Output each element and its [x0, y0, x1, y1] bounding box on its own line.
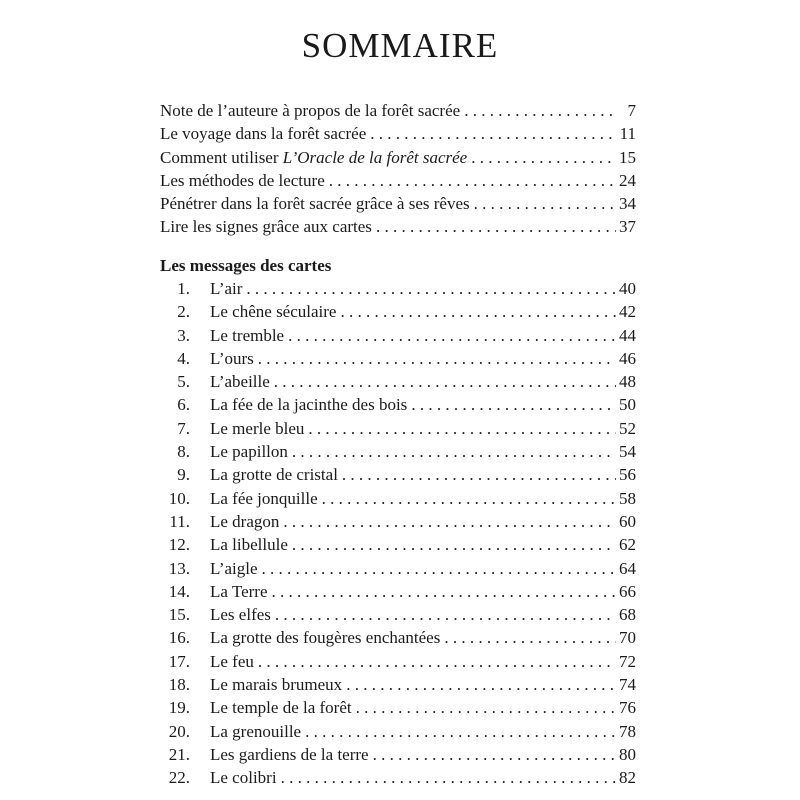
toc-card-entry[interactable] — [160, 766, 636, 789]
leader-dots — [254, 650, 616, 673]
leader-dots — [258, 557, 616, 580]
leader-dots — [369, 743, 616, 766]
toc-entry-label-italic: L’Oracle de la forêt sacrée — [282, 147, 468, 167]
toc-entry-label: L’air — [210, 279, 243, 298]
leader-dots — [242, 277, 616, 300]
toc-card-entry[interactable] — [160, 463, 636, 486]
toc-entry-number: 2. — [177, 302, 190, 322]
toc-entry-number: 1. — [177, 279, 190, 298]
toc-entry-number: 16. — [168, 628, 190, 648]
toc-card-entry[interactable] — [160, 393, 636, 416]
toc-entry-number: 5. — [177, 372, 190, 392]
toc-entry-page: 80 — [619, 744, 636, 764]
leader-dots — [372, 215, 616, 238]
toc-entry-number: 3. — [177, 325, 190, 345]
toc-entry-label: Le merle bleu — [210, 418, 305, 438]
toc-entry-page: 54 — [619, 442, 636, 462]
toc-entry[interactable] — [160, 169, 636, 192]
toc-entry-page: 52 — [619, 418, 636, 438]
toc-entry-label: Le voyage dans la forêt sacrée — [160, 124, 367, 144]
leader-dots — [267, 580, 616, 603]
toc-entry-label: Le colibri — [210, 768, 277, 788]
toc-entry-page: 60 — [619, 511, 636, 531]
leader-dots — [338, 463, 616, 486]
toc-entry[interactable] — [160, 215, 636, 238]
toc-entry-number: 4. — [177, 348, 190, 368]
toc-entry-label: Le chêne séculaire — [210, 302, 337, 322]
toc-entry-number: 18. — [168, 675, 190, 695]
toc-card-entry[interactable] — [160, 440, 636, 463]
toc-entry-number: 19. — [168, 698, 190, 718]
leader-dots — [279, 510, 616, 533]
toc-entry-label — [160, 146, 467, 169]
leader-dots — [254, 347, 616, 370]
toc-card-entry[interactable] — [160, 487, 636, 510]
toc-entry-page: 42 — [619, 302, 636, 322]
toc-entry[interactable] — [160, 192, 636, 215]
toc-card-entry[interactable] — [160, 347, 636, 370]
toc-entry-label: Le marais brumeux — [210, 675, 343, 695]
leader-dots — [270, 370, 616, 393]
toc-intro-list — [160, 99, 636, 239]
leader-dots — [301, 720, 616, 743]
toc-entry-page: 7 — [627, 101, 636, 120]
toc-card-entry[interactable] — [160, 720, 636, 743]
toc-entry-page: 44 — [619, 325, 636, 345]
leader-dots — [271, 603, 616, 626]
toc-entry-page: 76 — [619, 698, 636, 718]
toc-entry-number: 6. — [177, 395, 190, 415]
leader-dots — [325, 169, 616, 192]
toc-cards-list — [160, 277, 636, 790]
toc-entry-page: 46 — [619, 348, 636, 368]
toc-entry-number: 14. — [168, 581, 190, 601]
toc-card-entry[interactable] — [160, 650, 636, 673]
toc-entry-page: 11 — [619, 124, 636, 144]
leader-dots — [407, 393, 616, 416]
toc-entry-page: 78 — [619, 721, 636, 741]
leader-dots — [467, 146, 616, 169]
leader-dots — [470, 192, 616, 215]
toc-entry-label: Le temple de la forêt — [210, 698, 352, 718]
toc-entry-page: 15 — [619, 147, 636, 167]
toc-card-entry[interactable] — [160, 417, 636, 440]
toc-entry-number: 9. — [177, 465, 190, 485]
leader-dots — [304, 417, 616, 440]
leader-dots — [288, 533, 616, 556]
toc-entry-number: 15. — [168, 605, 190, 625]
toc-entry-label: La grotte de cristal — [210, 465, 338, 485]
toc-entry-label: Les elfes — [210, 605, 271, 625]
toc-entry-number: 8. — [177, 442, 190, 462]
leader-dots — [342, 673, 616, 696]
toc-entry[interactable] — [160, 122, 636, 145]
toc-entry-label: Le papillon — [210, 442, 288, 462]
leader-dots — [277, 766, 616, 789]
toc-entry-number: 13. — [168, 558, 190, 578]
toc-entry-label: Le tremble — [210, 325, 285, 345]
toc-entry-label: La grotte des fougères enchantées — [210, 628, 441, 648]
toc-entry-label: La fée de la jacinthe des bois — [210, 395, 408, 415]
toc-entry-page: 37 — [619, 217, 636, 237]
toc-entry-label: Le feu — [210, 651, 254, 671]
toc-entry-label: La grenouille — [210, 721, 302, 741]
toc-entry[interactable] — [160, 99, 636, 122]
toc-entry-number: 20. — [168, 721, 190, 741]
toc-entry-label: La Terre — [210, 581, 268, 601]
leader-dots — [336, 300, 616, 323]
toc-entry-number: 11. — [169, 511, 190, 531]
toc-entry-page: 24 — [619, 170, 636, 190]
toc-entry-label: Pénétrer dans la forêt sacrée grâce à ses rêves — [160, 194, 470, 214]
toc-entry-label: Le dragon — [210, 511, 280, 531]
section-heading: Les messages des cartes — [160, 256, 332, 275]
leader-dots — [440, 626, 616, 649]
toc-entry-label: L’ours — [210, 348, 254, 368]
toc-entry-number: 21. — [168, 744, 190, 764]
toc-entry-page: 34 — [619, 194, 636, 214]
toc-entry-page: 62 — [619, 535, 636, 555]
toc-card-entry[interactable] — [160, 300, 636, 323]
toc-card-entry[interactable] — [160, 533, 636, 556]
toc-entry-label: Les méthodes de lecture — [160, 170, 325, 190]
toc-entry-label: Note de l’auteure à propos de la forêt sacrée — [160, 101, 461, 120]
toc-entry-page: 82 — [619, 768, 636, 788]
toc-entry[interactable] — [160, 146, 636, 169]
toc-entry-number: 12. — [168, 535, 190, 555]
toc-entry-label: Lire les signes grâce aux cartes — [160, 217, 372, 237]
toc-entry-page: 56 — [619, 465, 636, 485]
toc-entry-page: 64 — [619, 558, 636, 578]
toc-entry-number: 22. — [168, 768, 190, 788]
toc-card-entry[interactable] — [160, 370, 636, 393]
toc-card-entry[interactable] — [160, 696, 636, 719]
toc-entry-label: L’abeille — [210, 372, 270, 392]
toc-card-entry[interactable] — [160, 277, 636, 300]
toc-card-entry[interactable] — [160, 580, 636, 603]
toc-entry-page: 72 — [619, 651, 636, 671]
leader-dots — [318, 487, 616, 510]
leader-dots — [366, 122, 616, 145]
toc-entry-label: Les gardiens de la terre — [210, 744, 369, 764]
toc-entry-number: 10. — [168, 488, 190, 508]
leader-dots — [284, 324, 616, 347]
toc-entry-page: 74 — [619, 675, 636, 695]
toc-entry-label: La libellule — [210, 535, 288, 555]
leader-dots — [460, 99, 616, 122]
toc-entry-page: 66 — [619, 581, 636, 601]
toc-entry-page: 70 — [619, 628, 636, 648]
toc-entry-label: L’aigle — [210, 558, 258, 578]
toc-card-entry[interactable] — [160, 743, 636, 766]
toc-entry-number: 7. — [177, 418, 190, 438]
toc-card-entry[interactable] — [160, 557, 636, 580]
toc-entry-label: La fée jonquille — [210, 488, 318, 508]
leader-dots — [352, 696, 616, 719]
page-title: SOMMAIRE — [301, 26, 499, 65]
toc-entry-page: 50 — [619, 395, 636, 415]
toc-entry-label-prefix: Comment utiliser — [160, 147, 283, 167]
toc-card-entry[interactable] — [160, 673, 636, 696]
toc-card-entry[interactable] — [160, 510, 636, 533]
toc-entry-page: 58 — [619, 488, 636, 508]
toc-card-entry[interactable] — [160, 324, 636, 347]
leader-dots — [288, 440, 616, 463]
toc-entry-page: 48 — [619, 372, 636, 392]
toc-card-entry[interactable] — [160, 603, 636, 626]
toc-entry-page: 40 — [619, 279, 636, 298]
toc-entry-page: 68 — [619, 605, 636, 625]
toc-card-entry[interactable] — [160, 626, 636, 649]
toc-entry-number: 17. — [168, 651, 190, 671]
